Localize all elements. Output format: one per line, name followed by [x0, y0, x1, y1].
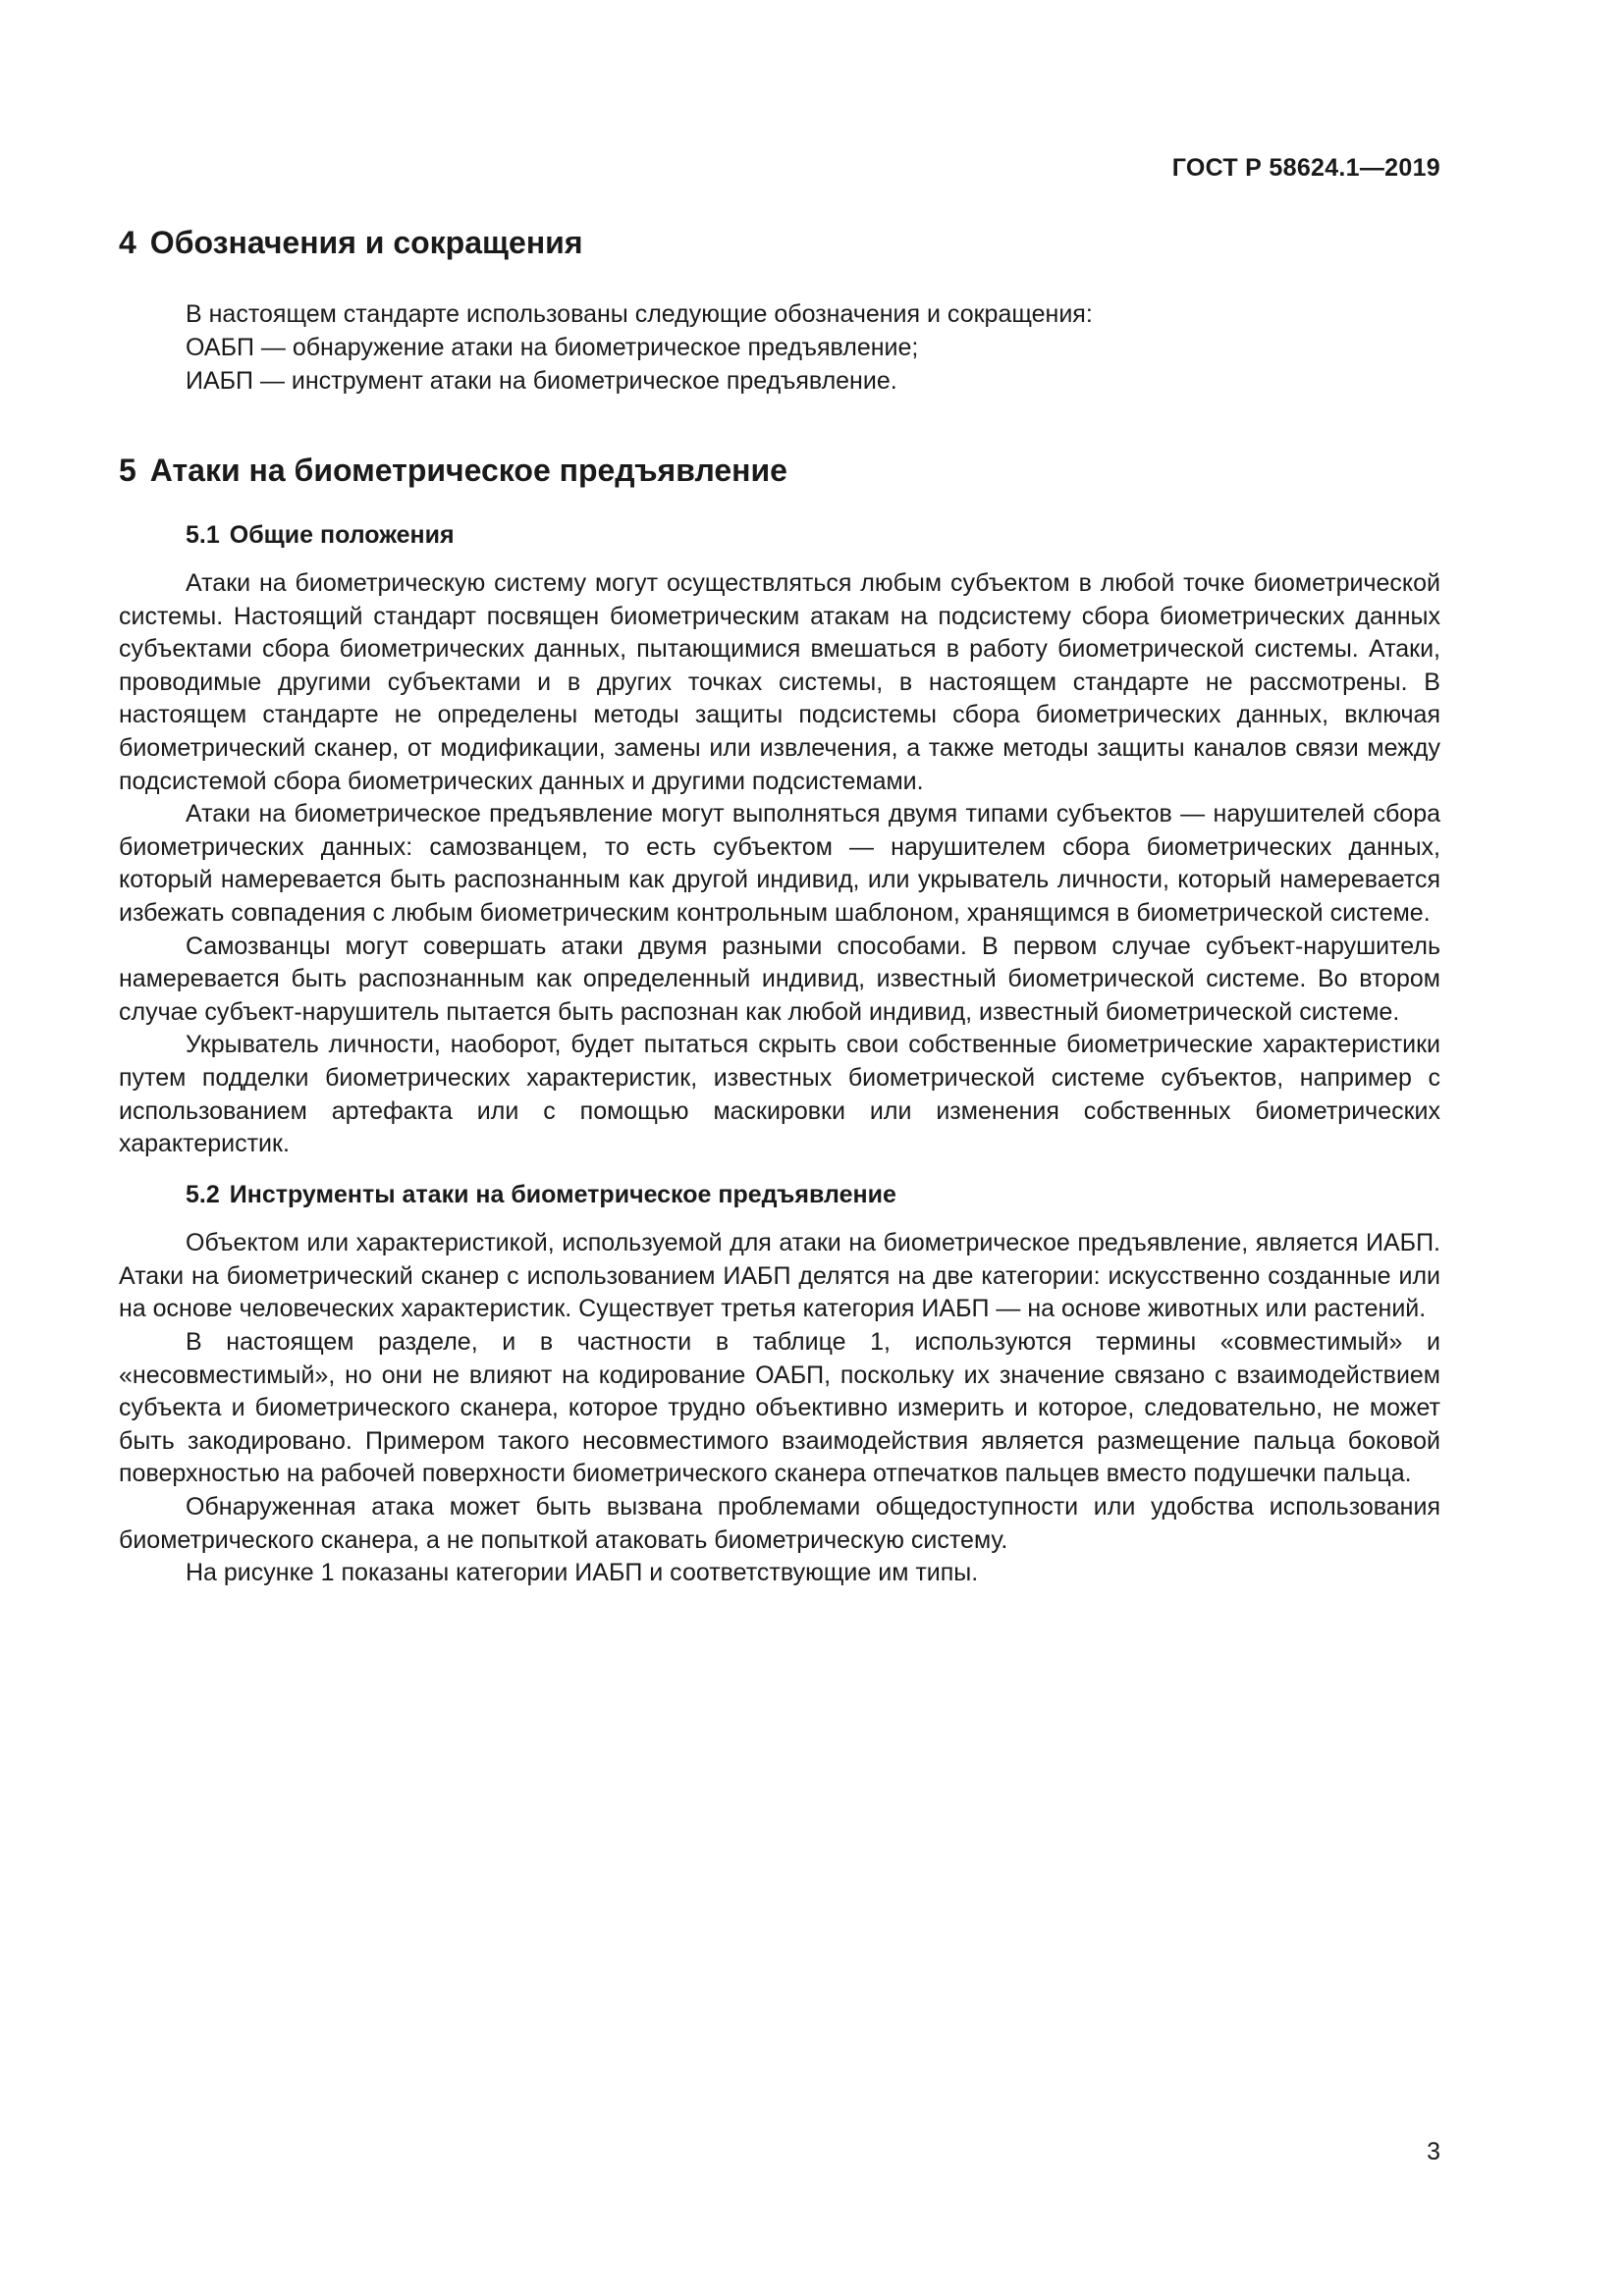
section-4-number: 4 [119, 225, 136, 260]
paragraph-5-2-1: Объектом или характеристикой, используемой для атаки на биометрическое предъявление, является ИАБП. Атаки на биометрический сканер с использованием ИАБП делятся на две категории: искусственно созданные или на основе человеческих характеристик. Существует третья категория ИАБП — на основе животных или растений. [119, 1229, 1440, 1323]
section-4-intro: В настоящем стандарте использованы следующие обозначения и сокращения: [186, 300, 1093, 329]
subsection-5-2-heading [119, 1179, 1440, 1211]
section-4-heading [119, 224, 1440, 261]
document-code: ГОСТ Р 58624.1—2019 [1171, 154, 1440, 182]
section-5-heading [119, 452, 1440, 489]
paragraph-5-1-3: Самозванцы могут совершать атаки двумя разными способами. В первом случае субъект-нарушитель намеревается быть распознанным как определенный индивид, известный биометрической системе. Во втором случае субъект-нарушитель пытается быть распознан как любой индивид, известный биометрической системе. [119, 932, 1440, 1026]
section-5-number: 5 [119, 453, 136, 489]
paragraph-5-1-2: Атаки на биометрическое предъявление могут выполняться двумя типами субъектов — нарушителей сбора биометрических данных: самозванцем, то есть субъектом — нарушителем сбора биометрических данных, который намеревается быть распознанным как другой индивид, или укрыватель личности, который намеревается избежать совпадения с любым биометрическим контрольным шаблоном, хранящимся в биометрической системе. [119, 800, 1440, 927]
subsection-5-2-number: 5.2 [186, 1180, 220, 1208]
paragraph-5-2-3: Обнаруженная атака может быть вызвана проблемами общедоступности или удобства использования биометрического сканера, а не попыткой атаковать биометрическую систему. [119, 1493, 1440, 1554]
section-4-title: Обозначения и сокращения [149, 225, 583, 260]
paragraph-5-2-4: На рисунке 1 показаны категории ИАБП и соответствующие им типы. [186, 1559, 979, 1587]
page-content [119, 224, 1440, 1590]
subsection-5-1-heading [119, 519, 1440, 552]
paragraph-5-1-1: Атаки на биометрическую систему могут осуществляться любым субъектом в любой точке биометрической системы. Настоящий стандарт посвящен биометрическим атакам на подсистему сбора биометрических данных субъектами сбора биометрических данных, пытающимися вмешаться в работу биометрической системы. Атаки, проводимые другими субъектами и в других точках системы, в настоящем стандарте не рассмотрены. В настоящем стандарте не определены методы защиты подсистемы сбора биометрических данных, включая биометрический сканер, от модификации, замены или извлечения, а также методы защиты каналов связи между подсистемой сбора биометрических данных и другими подсистемами. [119, 569, 1440, 795]
subsection-5-1-title: Общие положения [229, 520, 455, 549]
subsection-5-1-number: 5.1 [186, 520, 220, 549]
abbreviation-iabp: ИАБП — инструмент атаки на биометрическое предъявление. [186, 366, 897, 395]
paragraph-5-1-4: Укрыватель личности, наоборот, будет пытаться скрыть свои собственные биометрические характеристики путем подделки биометрических характеристик, известных биометрической системе субъектов, например с использованием артефакта или с помощью маскировки или изменения собственных биометрических характеристик. [119, 1031, 1440, 1158]
abbreviation-oabp: ОАБП — обнаружение атаки на биометрическое предъявление; [186, 333, 919, 361]
section-5-title: Атаки на биометрическое предъявление [149, 453, 787, 489]
subsection-5-2-title: Инструменты атаки на биометрическое предъявление [229, 1180, 896, 1208]
page-number: 3 [1427, 2138, 1440, 2165]
paragraph-5-2-2: В настоящем разделе, и в частности в таблице 1, используются термины «совместимый» и «несовместимый», но они не влияют на кодирование ОАБП, поскольку их значение связано с взаимодействием субъекта и биометрического сканера, которое трудно объективно измерить и которое, следовательно, не может быть закодировано. Примером такого несовместимого взаимодействия является размещение пальца боковой поверхностью на рабочей поверхности биометрического сканера отпечатков пальцев вместо подушечки пальца. [119, 1328, 1440, 1488]
